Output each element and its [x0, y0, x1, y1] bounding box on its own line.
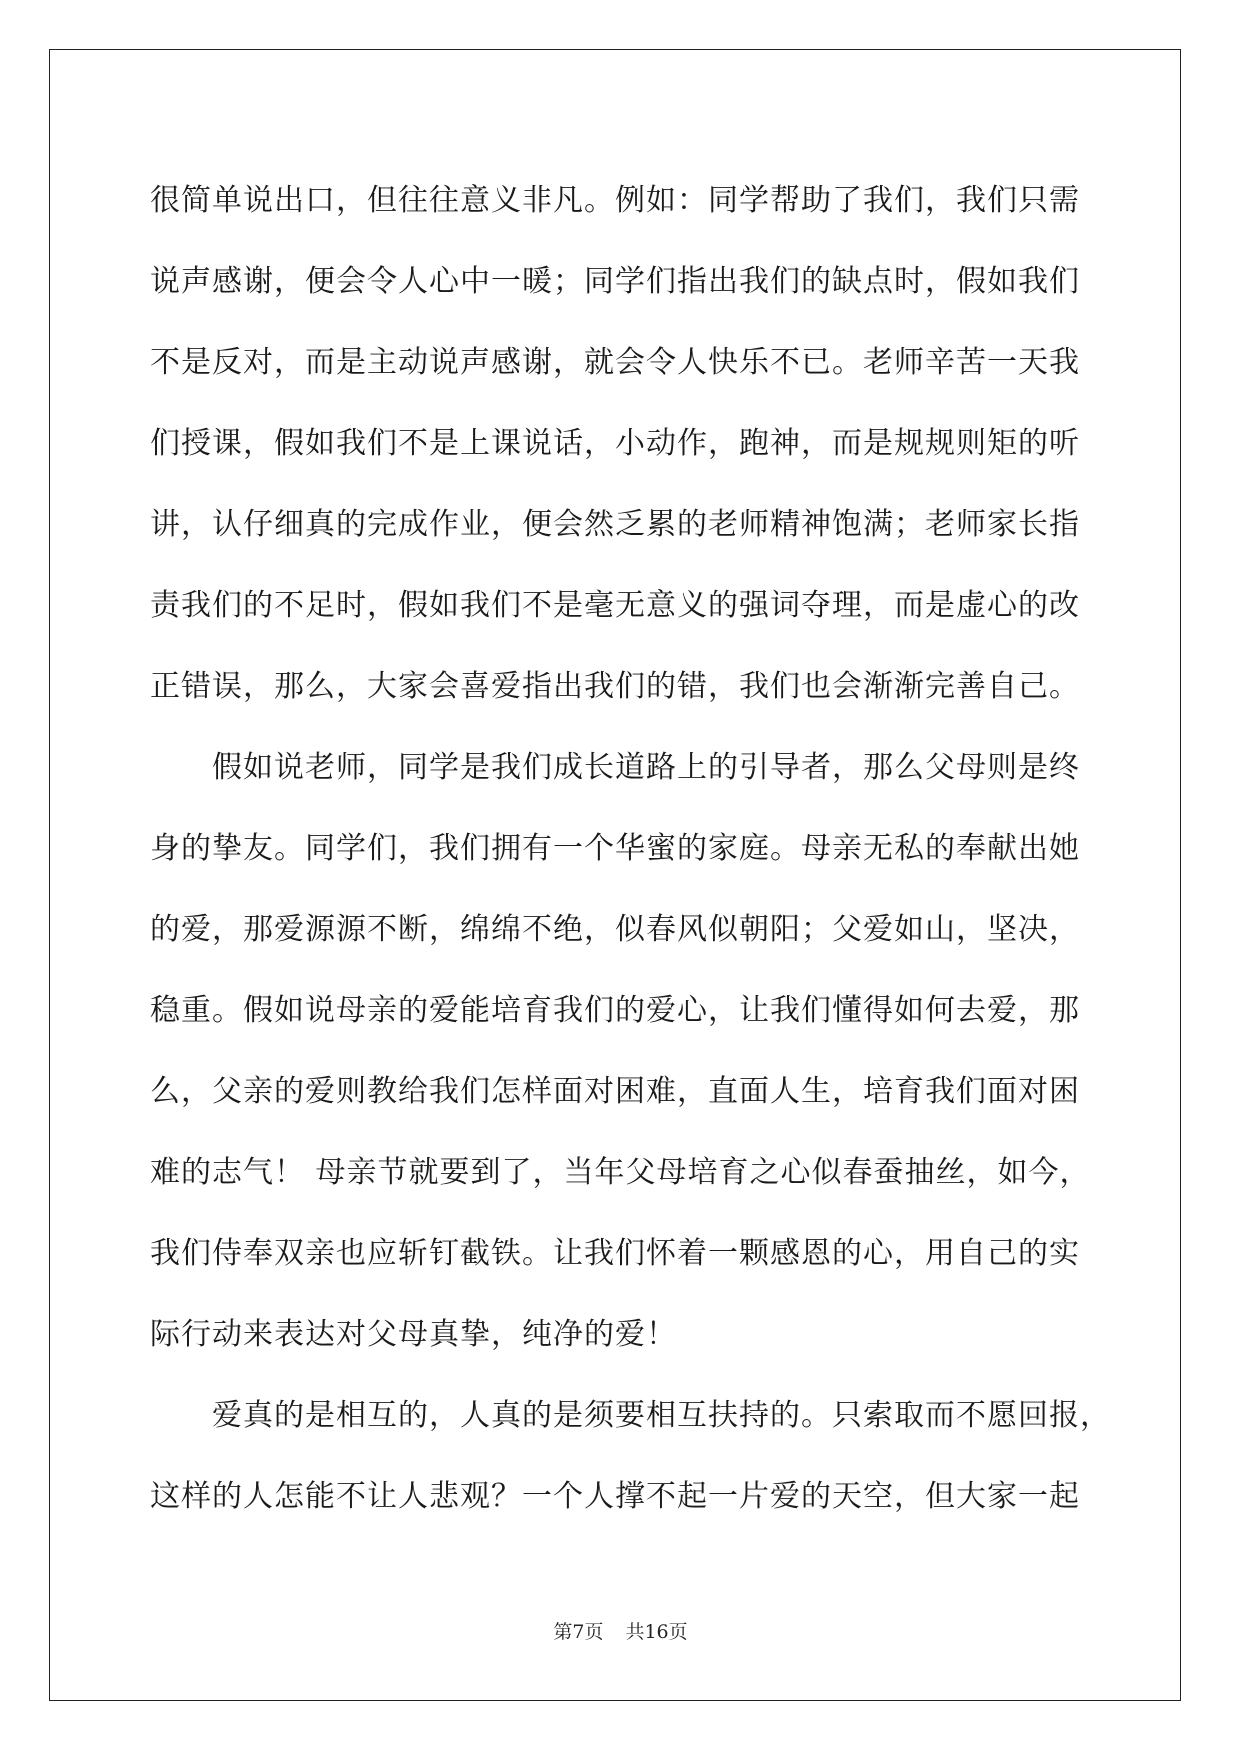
text-line-8: 假如说老师，同学是我们成长道路上的引导者，那么父母则是终 — [212, 750, 1080, 785]
text-line-6: 责我们的不足时，假如我们不是毫无意义的强词夺理，而是虚心的改 — [150, 588, 1080, 623]
text-line-13: 难的志气！ 母亲节就要到了，当年父母培育之心似春蚕抽丝，如今， — [150, 1155, 1091, 1190]
text-line-11: 稳重。假如说母亲的爱能培育我们的爱心，让我们懂得如何去爱，那 — [150, 993, 1080, 1028]
page-footer — [0, 1617, 1241, 1644]
page-number-current: 第7页 — [553, 1621, 604, 1643]
text-line-7: 正错误，那么，大家会喜爱指出我们的错，我们也会渐渐完善自己。 — [150, 669, 1080, 704]
text-line-14: 我们侍奉双亲也应斩钉截铁。让我们怀着一颗感恩的心，用自己的实 — [150, 1236, 1080, 1271]
text-line-1: 很简单说出口，但往往意义非凡。例如：同学帮助了我们，我们只需 — [150, 183, 1080, 218]
text-line-2: 说声感谢，便会令人心中一暖；同学们指出我们的缺点时，假如我们 — [150, 264, 1080, 299]
text-line-17: 这样的人怎能不让人悲观？一个人撑不起一片爱的天空，但大家一起 — [150, 1479, 1080, 1514]
page-number-total: 共16页 — [625, 1621, 688, 1643]
text-line-12: 么，父亲的爱则教给我们怎样面对困难，直面人生，培育我们面对困 — [150, 1074, 1080, 1109]
text-line-16: 爱真的是相互的，人真的是须要相互扶持的。只索取而不愿回报， — [212, 1398, 1111, 1433]
text-line-3: 不是反对，而是主动说声感谢，就会令人快乐不已。老师辛苦一天我 — [150, 345, 1080, 380]
text-line-5: 讲，认仔细真的完成作业，便会然乏累的老师精神饱满；老师家长指 — [150, 507, 1080, 542]
text-line-15: 际行动来表达对父母真挚，纯净的爱！ — [150, 1317, 677, 1352]
text-line-4: 们授课，假如我们不是上课说话，小动作，跑神，而是规规则矩的听 — [150, 426, 1080, 461]
text-line-10: 的爱，那爱源源不断，绵绵不绝，似春风似朝阳；父爱如山，坚决， — [150, 912, 1080, 947]
document-body — [150, 160, 1111, 1537]
text-line-9: 身的挚友。同学们，我们拥有一个华蜜的家庭。母亲无私的奉献出她 — [150, 831, 1080, 866]
